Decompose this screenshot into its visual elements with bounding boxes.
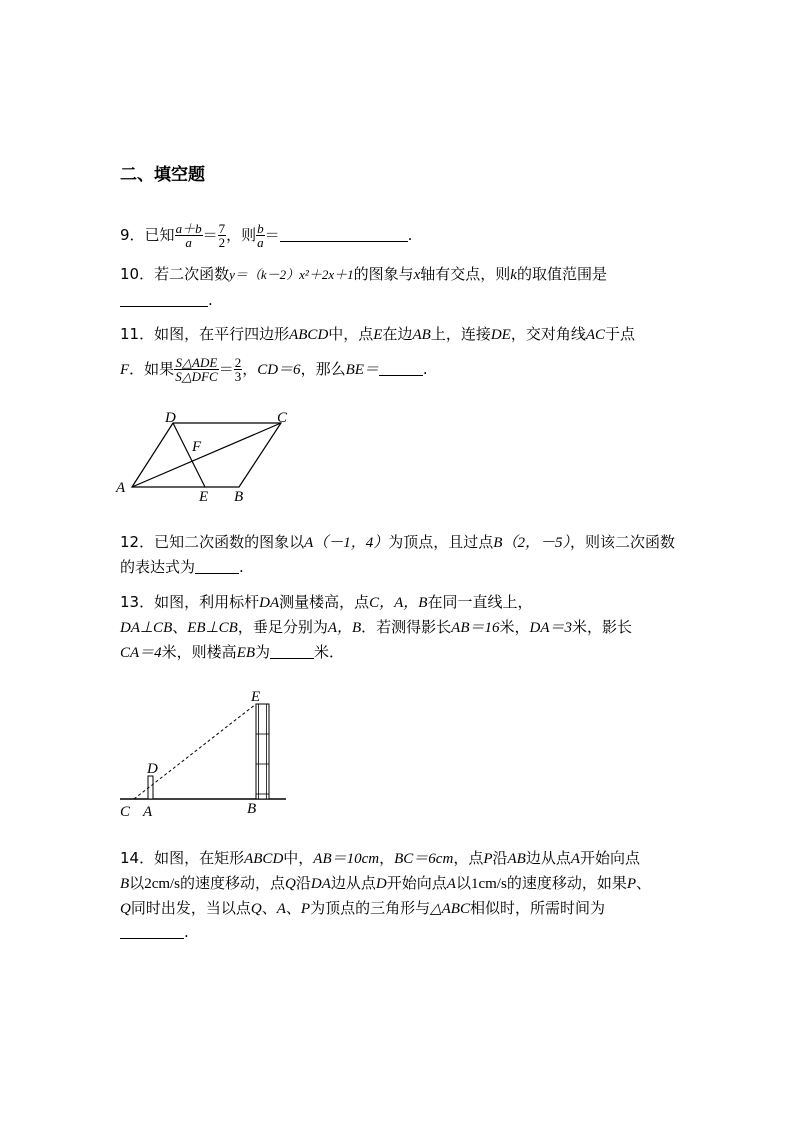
q9-number: 9． (120, 226, 145, 244)
label-B: B (247, 801, 257, 817)
question-14-line3: Q同时出发，当以点Q、A、P为顶点的三角形与△ABC相似时，所需时间为 (120, 899, 605, 917)
diagonal-ac (132, 423, 281, 487)
question-11-line2: F．如果 $\frac{\text{S△ADE}}{\text{S△DFC}}$ ＝ $\frac{2}{3}$ ，CD＝6，那么BE＝ . (120, 355, 428, 384)
answer-blank (120, 292, 208, 307)
question-11: 11．如图，在平行四边形ABCD中，点E在边AB上，连接DE，交对角线AC于点 (120, 325, 636, 343)
answer-blank (280, 227, 408, 242)
q9-pre: 已知 (144, 226, 175, 244)
question-13-line2: DA⊥CB、EB⊥CB，垂足分别为A，B．若测得影长AB＝16米，DA＝3米，影长 (120, 618, 633, 636)
segment-de (173, 423, 205, 487)
building-eb (256, 704, 269, 799)
question-10-line2: . (120, 290, 213, 310)
question-12-line2: 的表达式为 . (120, 558, 244, 576)
label-E: E (199, 489, 209, 505)
answer-blank (379, 361, 423, 376)
answer-blank (120, 924, 184, 939)
label-F: F (192, 439, 202, 455)
question-14-line2: B以2cm/s的速度移动，点Q沿DA边从点D开始向点A以1cm/s的速度移动，如果P、 (120, 874, 652, 892)
label-D: D (165, 410, 176, 426)
question-13: 13．如图，利用标杆DA测量楼高，点C，A，B在同一直线上， (120, 593, 533, 611)
label-C: C (277, 410, 288, 426)
label-A: A (116, 480, 126, 496)
q9-fraction-1: $\frac{a+b}{a}$ (175, 221, 202, 250)
question-14: 14．如图，在矩形ABCD中，AB＝10cm，BC＝6cm，点P沿AB边从点A开始向点 (120, 849, 641, 867)
answer-blank (195, 559, 239, 574)
question-12: 12．已知二次函数的图象以A（－1，4）为顶点，且过点B（2，－5），则该二次函数 (120, 533, 675, 551)
question-13-line3: CA＝4米，则楼高EB为 米． (120, 643, 345, 661)
q11-area-ratio: $\frac{\text{S△ADE}}{\text{S△DFC}}$ (175, 355, 218, 384)
answer-blank (270, 644, 314, 659)
label-B: B (234, 489, 244, 505)
question-10: 10．若二次函数y＝（k－2）x²＋2x＋1的图象与x轴有交点，则k的取值范围是 (120, 265, 607, 283)
label-A: A (143, 804, 153, 820)
building-measure-figure (110, 680, 300, 825)
q10-function-expr: y＝（k－2）x²＋2x＋1 (229, 267, 354, 282)
parallelogram-figure (110, 400, 300, 510)
label-D: D (147, 761, 158, 777)
sight-line (134, 704, 256, 799)
q9-fraction-3: $\frac{b}{a}$ (257, 221, 264, 250)
section-title: 二、填空题 (120, 165, 205, 185)
label-C: C (120, 804, 131, 820)
label-E: E (251, 689, 261, 705)
question-9: 9．已知 $\frac{a+b}{a}$ ＝ $\frac{7}{2}$ ，则 $\frac{b}{a}$ ＝ . (120, 221, 413, 250)
q9-fraction-2: $\frac{7}{2}$ (218, 221, 226, 250)
question-14-line4: . (120, 922, 189, 942)
